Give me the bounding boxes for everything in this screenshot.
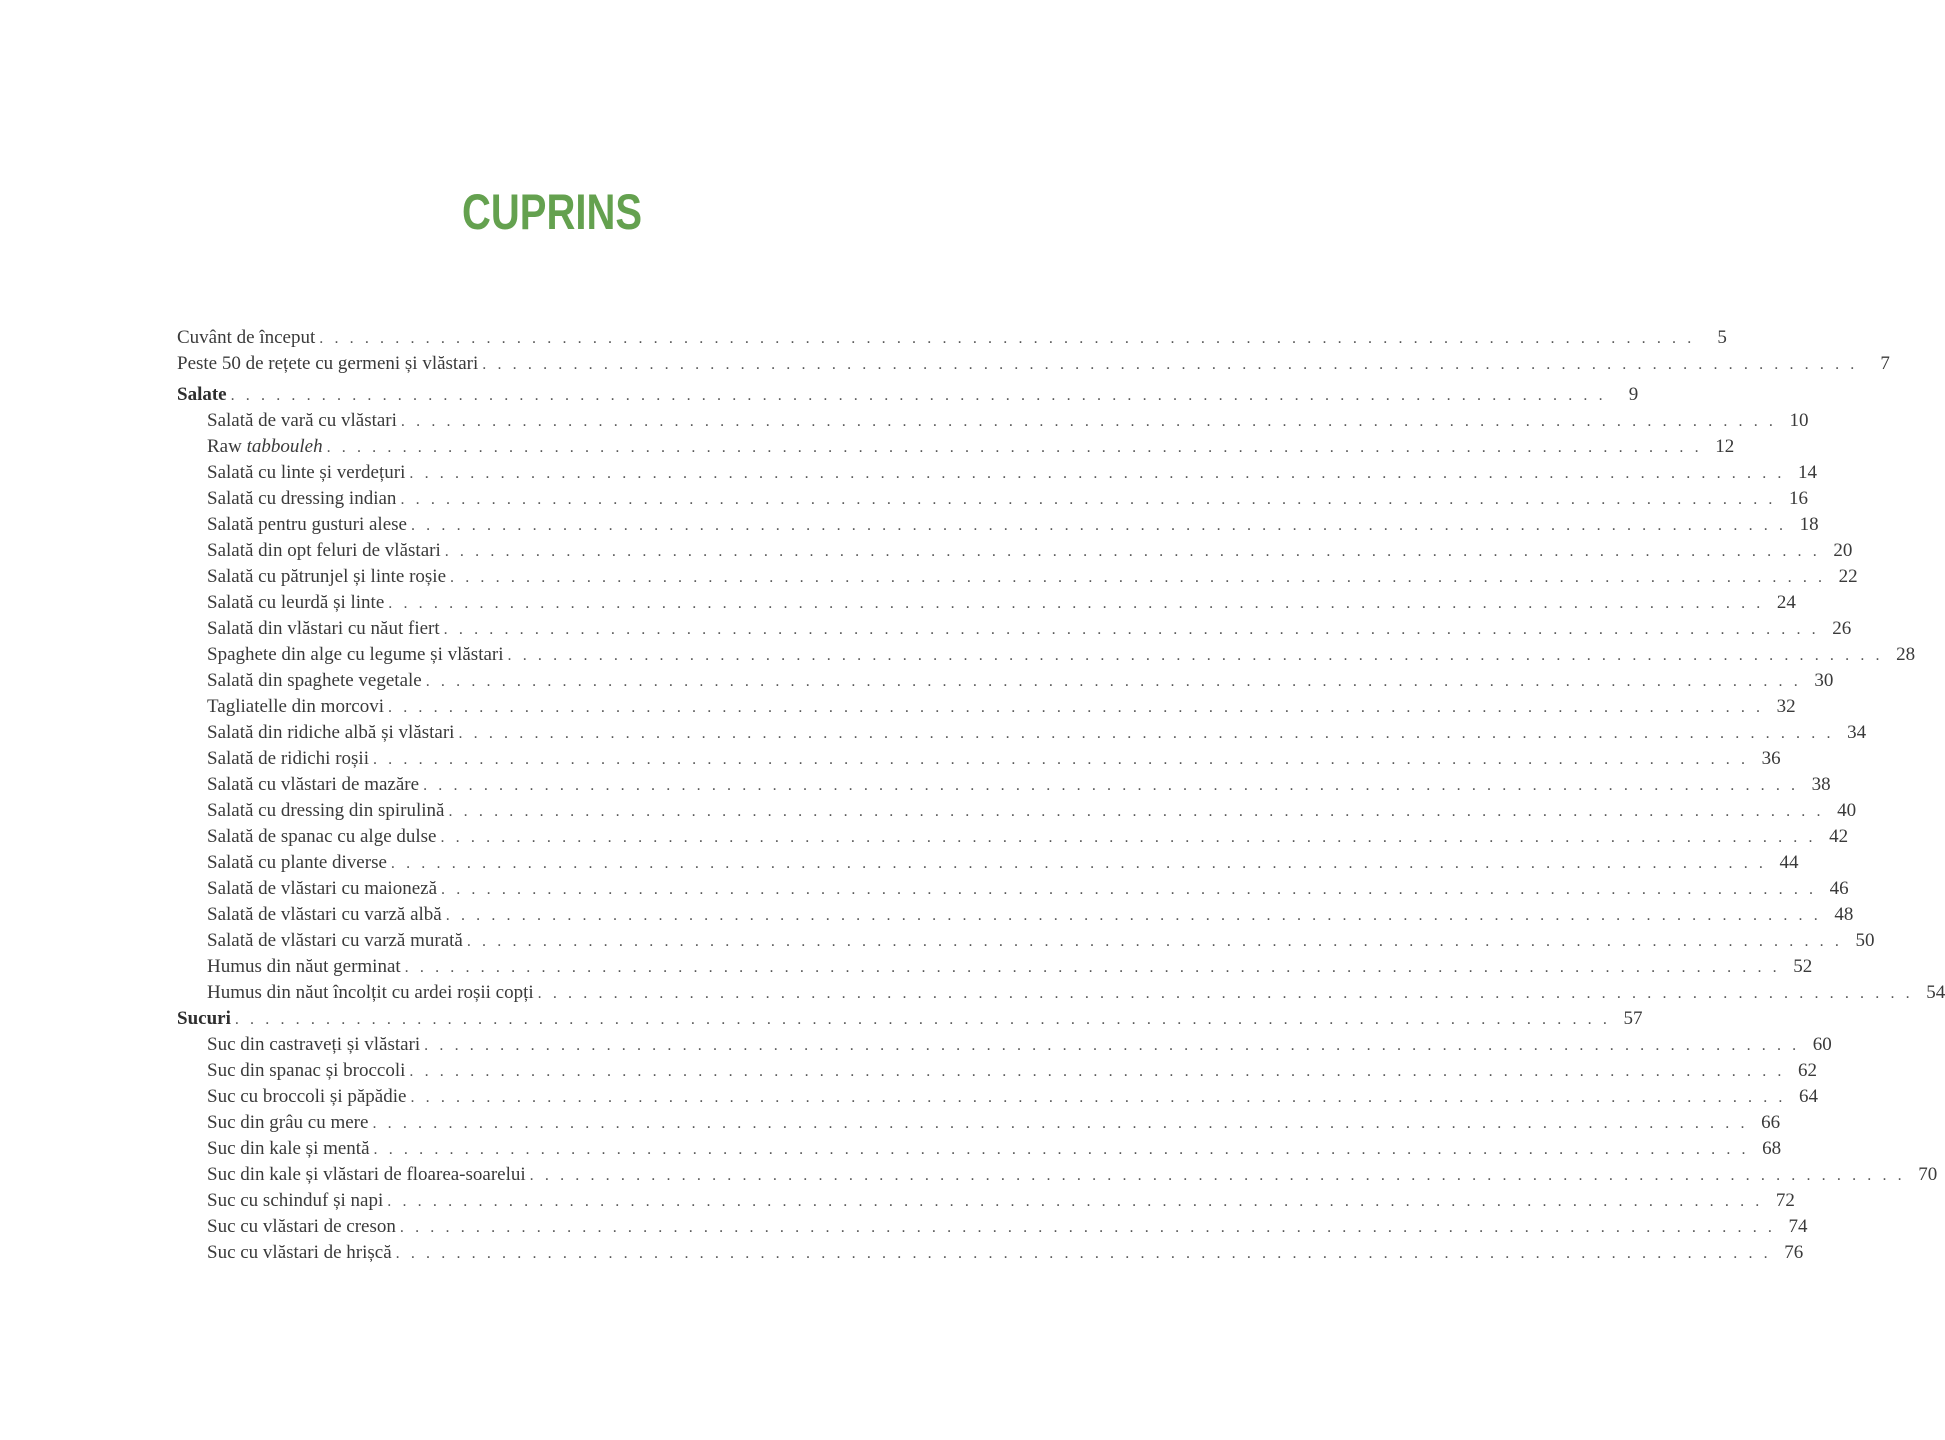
toc-entry xyxy=(177,1032,1832,1058)
toc-entry-label: Salată de spanac cu alge dulse xyxy=(207,826,437,847)
page-title: CUPRINS xyxy=(461,184,643,240)
toc-entry xyxy=(177,616,1852,642)
toc-entry-page: 68 xyxy=(1762,1138,1782,1159)
toc-entry-label: Salată cu linte și verdețuri xyxy=(207,462,406,483)
toc-entry xyxy=(177,1188,1795,1214)
toc-entry xyxy=(177,720,1867,746)
toc-entry-label: Salată cu dressing din spirulină xyxy=(207,800,445,821)
dot-leader: . . . . . . . . . . . . . . . . . . . . . . . . . . . . . . . . . . . . . . . . . . . . . . . . . . . . . . . . . . . . . . . . . . . . . . . . . . . . . . . . . . . . . . . . . . . xyxy=(482,356,1858,373)
toc-entry xyxy=(177,408,1809,434)
toc-entry-label: Spaghete din alge cu legume și vlăstari xyxy=(207,644,504,665)
toc-entry-page: 54 xyxy=(1926,982,1945,1003)
toc-entry-page: 74 xyxy=(1788,1216,1808,1237)
dot-leader: . . . . . . . . . . . . . . . . . . . . . . . . . . . . . . . . . . . . . . . . . . . . . . . . . . . . . . . . . . . . . . . . . . . . . . . . . . . . . . . . . . . . . . . . . . . xyxy=(425,673,1802,690)
toc-entry xyxy=(177,564,1858,590)
toc-entry-label: Salată cu vlăstari de mazăre xyxy=(207,774,420,795)
toc-entry xyxy=(177,642,1916,668)
dot-leader: . . . . . . . . . . . . . . . . . . . . . . . . . . . . . . . . . . . . . . . . . . . . . . . . . . . . . . . . . . . . . . . . . . . . . . . . . . . . . . . . . . . . . . . . . . . xyxy=(410,517,1787,534)
dot-leader: . . . . . . . . . . . . . . . . . . . . . . . . . . . . . . . . . . . . . . . . . . . . . . . . . . . . . . . . . . . . . . . . . . . . . . . . . . . . . . . . . . . . . . . . . . . xyxy=(444,543,1821,560)
toc-entry-label: Salate xyxy=(177,384,227,405)
dot-leader: . . . . . . . . . . . . . . . . . . . . . . . . . . . . . . . . . . . . . . . . . . . . . . . . . . . . . . . . . . . . . . . . . . . . . . . . . . . . . . . . . . . . . . . . . . . xyxy=(458,725,1835,742)
dot-leader: . . . . . . . . . . . . . . . . . . . . . . . . . . . . . . . . . . . . . . . . . . . . . . . . . . . . . . . . . . . . . . . . . . . . . . . . . . . . . . . . . . . . . . . . . . . xyxy=(537,985,1914,1002)
toc-entry-label: Suc cu broccoli și păpădie xyxy=(207,1086,407,1107)
toc-entry-label: Suc din kale și mentă xyxy=(207,1138,370,1159)
toc-entry-page: 36 xyxy=(1761,748,1781,769)
dot-leader: . . . . . . . . . . . . . . . . . . . . . . . . . . . . . . . . . . . . . . . . . . . . . . . . . . . . . . . . . . . . . . . . . . . . . . . . . . . . . . . . . . . . . . . . . . . xyxy=(319,330,1695,347)
toc-entry-page: 12 xyxy=(1715,436,1735,457)
toc-entry-label: Salată din vlăstari cu năut fiert xyxy=(207,618,440,639)
toc-entry xyxy=(177,980,1945,1006)
toc-entry xyxy=(177,1214,1808,1240)
toc-entry xyxy=(177,1136,1782,1162)
dot-leader: . . . . . . . . . . . . . . . . . . . . . . . . . . . . . . . . . . . . . . . . . . . . . . . . . . . . . . . . . . . . . . . . . . . . . . . . . . . . . . . . . . . . . . . . . . . xyxy=(399,1219,1776,1236)
dot-leader: . . . . . . . . . . . . . . . . . . . . . . . . . . . . . . . . . . . . . . . . . . . . . . . . . . . . . . . . . . . . . . . . . . . . . . . . . . . . . . . . . . . . . . . . . . . xyxy=(400,491,1777,508)
toc-entry-page: 28 xyxy=(1896,644,1916,665)
toc-entry-label: Suc din spanac și broccoli xyxy=(207,1060,406,1081)
toc-entry-label: Suc cu vlăstari de hrișcă xyxy=(207,1242,392,1263)
toc-entry-page: 9 xyxy=(1628,384,1639,405)
toc-entry-page: 22 xyxy=(1838,566,1858,587)
toc-entry-page: 24 xyxy=(1776,592,1796,613)
toc-entry-label: Cuvânt de început xyxy=(177,327,316,348)
toc-entry xyxy=(177,668,1834,694)
dot-leader: . . . . . . . . . . . . . . . . . . . . . . . . . . . . . . . . . . . . . . . . . . . . . . . . . . . . . . . . . . . . . . . . . . . . . . . . . . . . . . . . . . . . . . . . . . . xyxy=(388,699,1764,716)
toc-entry-label: Salată cu pătrunjel și linte roșie xyxy=(207,566,447,587)
toc-entry-label: Suc din kale și vlăstari de floarea-soarelui xyxy=(207,1164,526,1185)
dot-leader: . . . . . . . . . . . . . . . . . . . . . . . . . . . . . . . . . . . . . . . . . . . . . . . . . . . . . . . . . . . . . . . . . . . . . . . . . . . . . . . . . . . . . . . . . . . xyxy=(466,933,1843,950)
toc-entry-page: 76 xyxy=(1784,1242,1804,1263)
toc-entry-page: 30 xyxy=(1814,670,1834,691)
dot-leader: . . . . . . . . . . . . . . . . . . . . . . . . . . . . . . . . . . . . . . . . . . . . . . . . . . . . . . . . . . . . . . . . . . . . . . . . . . . . . . . . . . . . . . . . . . . xyxy=(450,569,1826,586)
toc-entry-label: Tagliatelle din morcovi xyxy=(207,696,385,717)
dot-leader: . . . . . . . . . . . . . . . . . . . . . . . . . . . . . . . . . . . . . . . . . . . . . . . . . . . . . . . . . . . . . . . . . . . . . . . . . . . . . . . . . . . . . . . . . . . xyxy=(404,959,1781,976)
toc-entry-page: 60 xyxy=(1812,1034,1832,1055)
toc-entry-label-italic: tabbouleh xyxy=(246,436,323,457)
toc-entry-page: 38 xyxy=(1811,774,1831,795)
toc-entry-page: 34 xyxy=(1847,722,1867,743)
toc-entry-label: Salată cu dressing indian xyxy=(207,488,397,509)
toc-entry-label: Suc cu vlăstari de creson xyxy=(207,1216,396,1237)
toc-entry-page: 5 xyxy=(1717,327,1727,348)
toc-entry xyxy=(177,928,1875,954)
toc-entry xyxy=(177,1240,1804,1266)
toc-entry-label: Salată de ridichi roșii xyxy=(207,748,369,769)
dot-leader: . . . . . . . . . . . . . . . . . . . . . . . . . . . . . . . . . . . . . . . . . . . . . . . . . . . . . . . . . . . . . . . . . . . . . . . . . . . . . . . . . . . . . . . . . . . xyxy=(234,1011,1611,1028)
toc-entry-page: 57 xyxy=(1623,1008,1643,1029)
dot-leader: . . . . . . . . . . . . . . . . . . . . . . . . . . . . . . . . . . . . . . . . . . . . . . . . . . . . . . . . . . . . . . . . . . . . . . . . . . . . . . . . . . . . . . . . . . . xyxy=(372,751,1749,768)
dot-leader: . . . . . . . . . . . . . . . . . . . . . . . . . . . . . . . . . . . . . . . . . . . . . . . . . . . . . . . . . . . . . . . . . . . . . . . . . . . . . . . . . . . . . . . . . . . xyxy=(507,647,1884,664)
toc-entry-page: 32 xyxy=(1776,696,1796,717)
toc-entry-label: Salată de vlăstari cu varză murată xyxy=(207,930,463,951)
toc-entry xyxy=(177,486,1809,512)
toc-entry-page: 7 xyxy=(1880,353,1890,374)
toc-entry-page: 66 xyxy=(1761,1112,1781,1133)
toc-entry-label: Salată de vlăstari cu maioneză xyxy=(207,878,438,899)
toc-entry xyxy=(177,590,1796,616)
table-of-contents xyxy=(177,325,1945,1266)
toc-entry-page: 14 xyxy=(1798,462,1817,483)
dot-leader: . . . . . . . . . . . . . . . . . . . . . . . . . . . . . . . . . . . . . . . . . . . . . . . . . . . . . . . . . . . . . . . . . . . . . . . . . . . . . . . . . . . . . . . . . . . xyxy=(388,595,1764,612)
toc-entry-page: 70 xyxy=(1918,1164,1938,1185)
toc-entry-page: 44 xyxy=(1779,852,1799,873)
toc-entry xyxy=(177,434,1735,460)
dot-leader: . . . . . . . . . . . . . . . . . . . . . . . . . . . . . . . . . . . . . . . . . . . . . . . . . . . . . . . . . . . . . . . . . . . . . . . . . . . . . . . . . . . . . . . . . . . xyxy=(230,387,1607,404)
toc-entry xyxy=(177,1084,1819,1110)
toc-entry xyxy=(177,1162,1938,1188)
dot-leader: . . . . . . . . . . . . . . . . . . . . . . . . . . . . . . . . . . . . . . . . . . . . . . . . . . . . . . . . . . . . . . . . . . . . . . . . . . . . . . . . . . . . . . . . . . . xyxy=(326,439,1703,456)
toc-entry xyxy=(177,746,1781,772)
dot-leader: . . . . . . . . . . . . . . . . . . . . . . . . . . . . . . . . . . . . . . . . . . . . . . . . . . . . . . . . . . . . . . . . . . . . . . . . . . . . . . . . . . . . . . . . . . . xyxy=(410,1089,1787,1106)
toc-entry xyxy=(177,876,1849,902)
toc-entry-label: Raw tabbouleh xyxy=(207,436,323,457)
dot-leader: . . . . . . . . . . . . . . . . . . . . . . . . . . . . . . . . . . . . . . . . . . . . . . . . . . . . . . . . . . . . . . . . . . . . . . . . . . . . . . . . . . . . . . . . . . . xyxy=(387,1193,1763,1210)
dot-leader: . . . . . . . . . . . . . . . . . . . . . . . . . . . . . . . . . . . . . . . . . . . . . . . . . . . . . . . . . . . . . . . . . . . . . . . . . . . . . . . . . . . . . . . . . . . xyxy=(441,881,1817,898)
toc-entry-page: 52 xyxy=(1793,956,1813,977)
toc-entry-page: 50 xyxy=(1855,930,1875,951)
toc-entry-page: 18 xyxy=(1799,514,1819,535)
toc-entry xyxy=(177,902,1854,928)
toc-section xyxy=(177,351,1890,377)
toc-entry-page: 20 xyxy=(1833,540,1853,561)
toc-entry-label: Salată din spaghete vegetale xyxy=(207,670,422,691)
toc-entry-page: 40 xyxy=(1837,800,1857,821)
toc-entry xyxy=(177,954,1813,980)
dot-leader: . . . . . . . . . . . . . . . . . . . . . . . . . . . . . . . . . . . . . . . . . . . . . . . . . . . . . . . . . . . . . . . . . . . . . . . . . . . . . . . . . . . . . . . . . . . xyxy=(443,621,1820,638)
toc-entry-page: 10 xyxy=(1789,410,1809,431)
toc-entry-label: Salată de vară cu vlăstari xyxy=(207,410,397,431)
toc-entry-label: Humus din năut germinat xyxy=(207,956,401,977)
toc-entry-label: Salată cu plante diverse xyxy=(207,852,387,873)
toc-entry-page: 46 xyxy=(1829,878,1849,899)
dot-leader: . . . . . . . . . . . . . . . . . . . . . . . . . . . . . . . . . . . . . . . . . . . . . . . . . . . . . . . . . . . . . . . . . . . . . . . . . . . . . . . . . . . . . . . . . . . xyxy=(423,777,1799,794)
toc-entry xyxy=(177,798,1857,824)
toc-entry xyxy=(177,538,1853,564)
toc-entry xyxy=(177,772,1831,798)
toc-entry-page: 64 xyxy=(1799,1086,1819,1107)
dot-leader: . . . . . . . . . . . . . . . . . . . . . . . . . . . . . . . . . . . . . . . . . . . . . . . . . . . . . . . . . . . . . . . . . . . . . . . . . . . . . . . . . . . . . . . . . . . xyxy=(409,1063,1786,1080)
toc-entry-label: Peste 50 de rețete cu germeni și vlăstari xyxy=(177,353,479,374)
toc-section xyxy=(177,382,1639,408)
dot-leader: . . . . . . . . . . . . . . . . . . . . . . . . . . . . . . . . . . . . . . . . . . . . . . . . . . . . . . . . . . . . . . . . . . . . . . . . . . . . . . . . . . . . . . . . . . . xyxy=(445,907,1822,924)
toc-entry xyxy=(177,850,1799,876)
toc-entry-page: 42 xyxy=(1829,826,1849,847)
toc-entry-page: 16 xyxy=(1789,488,1809,509)
toc-entry-label: Salată pentru gusturi alese xyxy=(207,514,407,535)
toc-entry-page: 62 xyxy=(1798,1060,1818,1081)
toc-entry-page: 72 xyxy=(1775,1190,1795,1211)
toc-entry xyxy=(177,1058,1818,1084)
dot-leader: . . . . . . . . . . . . . . . . . . . . . . . . . . . . . . . . . . . . . . . . . . . . . . . . . . . . . . . . . . . . . . . . . . . . . . . . . . . . . . . . . . . . . . . . . . . xyxy=(440,829,1817,846)
dot-leader: . . . . . . . . . . . . . . . . . . . . . . . . . . . . . . . . . . . . . . . . . . . . . . . . . . . . . . . . . . . . . . . . . . . . . . . . . . . . . . . . . . . . . . . . . . . xyxy=(372,1115,1749,1132)
toc-entry-page: 26 xyxy=(1832,618,1852,639)
toc-entry-label: Suc din grâu cu mere xyxy=(207,1112,369,1133)
toc-entry xyxy=(177,824,1849,850)
dot-leader: . . . . . . . . . . . . . . . . . . . . . . . . . . . . . . . . . . . . . . . . . . . . . . . . . . . . . . . . . . . . . . . . . . . . . . . . . . . . . . . . . . . . . . . . . . . xyxy=(373,1141,1750,1158)
toc-entry-label: Salată cu leurdă și linte xyxy=(207,592,385,613)
dot-leader: . . . . . . . . . . . . . . . . . . . . . . . . . . . . . . . . . . . . . . . . . . . . . . . . . . . . . . . . . . . . . . . . . . . . . . . . . . . . . . . . . . . . . . . . . . . xyxy=(409,465,1785,482)
dot-leader: . . . . . . . . . . . . . . . . . . . . . . . . . . . . . . . . . . . . . . . . . . . . . . . . . . . . . . . . . . . . . . . . . . . . . . . . . . . . . . . . . . . . . . . . . . . xyxy=(395,1245,1772,1262)
dot-leader: . . . . . . . . . . . . . . . . . . . . . . . . . . . . . . . . . . . . . . . . . . . . . . . . . . . . . . . . . . . . . . . . . . . . . . . . . . . . . . . . . . . . . . . . . . . xyxy=(529,1167,1906,1184)
toc-entry-label: Suc cu schinduf și napi xyxy=(207,1190,384,1211)
toc-entry xyxy=(177,1110,1781,1136)
toc-entry-label: Humus din năut încolțit cu ardei roșii copți xyxy=(207,982,534,1003)
toc-entry-page: 48 xyxy=(1834,904,1854,925)
toc-entry xyxy=(177,694,1796,720)
toc-entry xyxy=(177,460,1817,486)
toc-section xyxy=(177,325,1727,351)
dot-leader: . . . . . . . . . . . . . . . . . . . . . . . . . . . . . . . . . . . . . . . . . . . . . . . . . . . . . . . . . . . . . . . . . . . . . . . . . . . . . . . . . . . . . . . . . . . xyxy=(400,413,1777,430)
dot-leader: . . . . . . . . . . . . . . . . . . . . . . . . . . . . . . . . . . . . . . . . . . . . . . . . . . . . . . . . . . . . . . . . . . . . . . . . . . . . . . . . . . . . . . . . . . . xyxy=(424,1037,1800,1054)
toc-entry-label: Sucuri xyxy=(177,1008,231,1029)
toc-section xyxy=(177,1006,1643,1032)
toc-entry-label: Salată din ridiche albă și vlăstari xyxy=(207,722,455,743)
toc-entry xyxy=(177,512,1819,538)
dot-leader: . . . . . . . . . . . . . . . . . . . . . . . . . . . . . . . . . . . . . . . . . . . . . . . . . . . . . . . . . . . . . . . . . . . . . . . . . . . . . . . . . . . . . . . . . . . xyxy=(448,803,1825,820)
toc-entry-label: Suc din castraveți și vlăstari xyxy=(207,1034,421,1055)
dot-leader: . . . . . . . . . . . . . . . . . . . . . . . . . . . . . . . . . . . . . . . . . . . . . . . . . . . . . . . . . . . . . . . . . . . . . . . . . . . . . . . . . . . . . . . . . . . xyxy=(390,855,1767,872)
toc-entry-label: Salată de vlăstari cu varză albă xyxy=(207,904,442,925)
toc-entry-label: Salată din opt feluri de vlăstari xyxy=(207,540,441,561)
